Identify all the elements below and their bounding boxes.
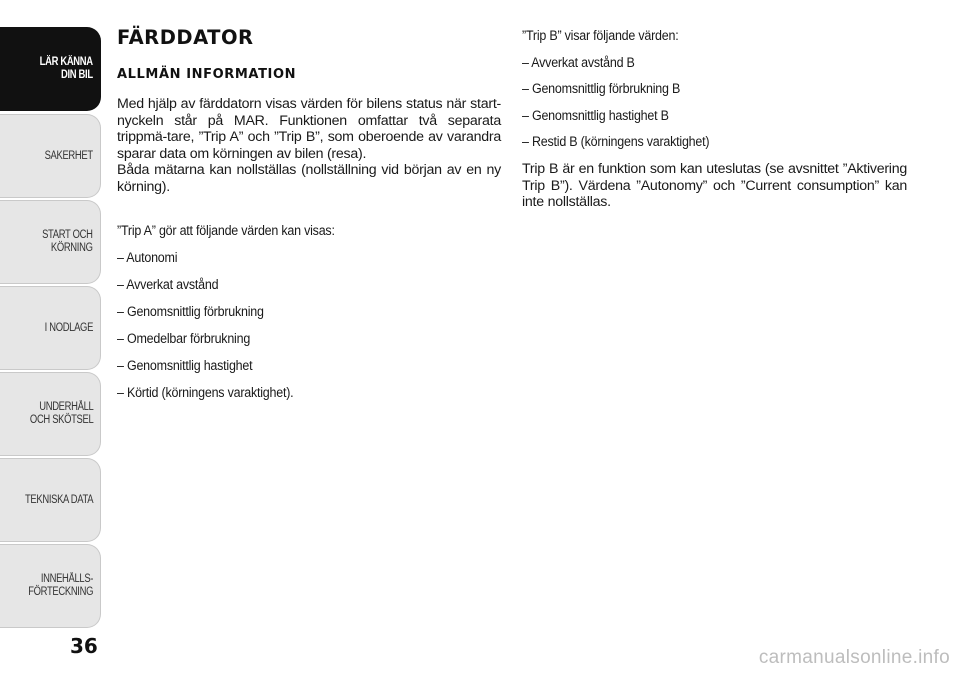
tab-underhall-och-skotsel[interactable] xyxy=(0,372,101,456)
list-item: – Genomsnittlig hastighet B xyxy=(522,108,669,124)
tab-lar-kanna-din-bil[interactable] xyxy=(0,27,101,111)
tab-label: I NÖDLÄGE xyxy=(44,321,93,334)
tab-label: TEKNISKA DATA xyxy=(24,493,93,506)
trip-b-intro: ”Trip B” visar följande värden: xyxy=(522,28,679,44)
list-item: – Körtid (körningens varaktighet). xyxy=(117,385,294,401)
tab-label: START OCH KÖRNING xyxy=(42,229,93,254)
section-heading: ALLMÄN INFORMATION xyxy=(117,67,297,82)
list-item: – Avverkat avstånd B xyxy=(522,55,635,71)
tab-label: UNDERHÅLL OCH SKÖTSEL xyxy=(29,401,93,426)
watermark: carmanualsonline.info xyxy=(758,647,950,668)
list-item: – Genomsnittlig förbrukning B xyxy=(522,81,681,97)
tab-label: SÄKERHET xyxy=(44,149,93,162)
tab-i-nodlage[interactable] xyxy=(0,286,101,370)
tab-innehallsforteckning[interactable] xyxy=(0,544,101,628)
page-title: FÄRDDATOR xyxy=(117,26,254,49)
list-item: – Avverkat avstånd xyxy=(117,277,219,293)
list-item: – Omedelbar förbrukning xyxy=(117,331,251,347)
tab-tekniska-data[interactable] xyxy=(0,458,101,542)
list-item: – Autonomi xyxy=(117,250,178,266)
tab-sakerhet[interactable] xyxy=(0,114,101,198)
page-number: 36 xyxy=(70,634,98,658)
reset-paragraph: Båda mätarna kan nollställas (nollställning vid början av en ny körning). xyxy=(117,162,501,195)
tab-label: LÄR KÄNNA DIN BIL xyxy=(39,56,93,81)
list-item: – Restid B (körningens varaktighet) xyxy=(522,134,710,150)
trip-a-intro: ”Trip A” gör att följande värden kan visas: xyxy=(117,223,335,239)
list-item: – Genomsnittlig förbrukning xyxy=(117,304,264,320)
intro-paragraph: Med hjälp av färddatorn visas värden för bilens status när start-nyckeln står på MAR. Funktionen omfattar två separata trippmä-tare, ”Trip A” och ”Trip B”, som oberoende av varandra sparar data om körningen av bilen (resa). xyxy=(117,96,501,162)
tab-label: INNEHÅLLS- FÖRTECKNING xyxy=(28,573,93,598)
tab-start-och-korning[interactable] xyxy=(0,200,101,284)
list-item: – Genomsnittlig hastighet xyxy=(117,358,253,374)
closing-paragraph: Trip B är en funktion som kan uteslutas (se avsnittet ”Aktivering Trip B”). Värdena ”Autonomy” och ”Current consumption” kan inte nollställas. xyxy=(522,161,907,211)
